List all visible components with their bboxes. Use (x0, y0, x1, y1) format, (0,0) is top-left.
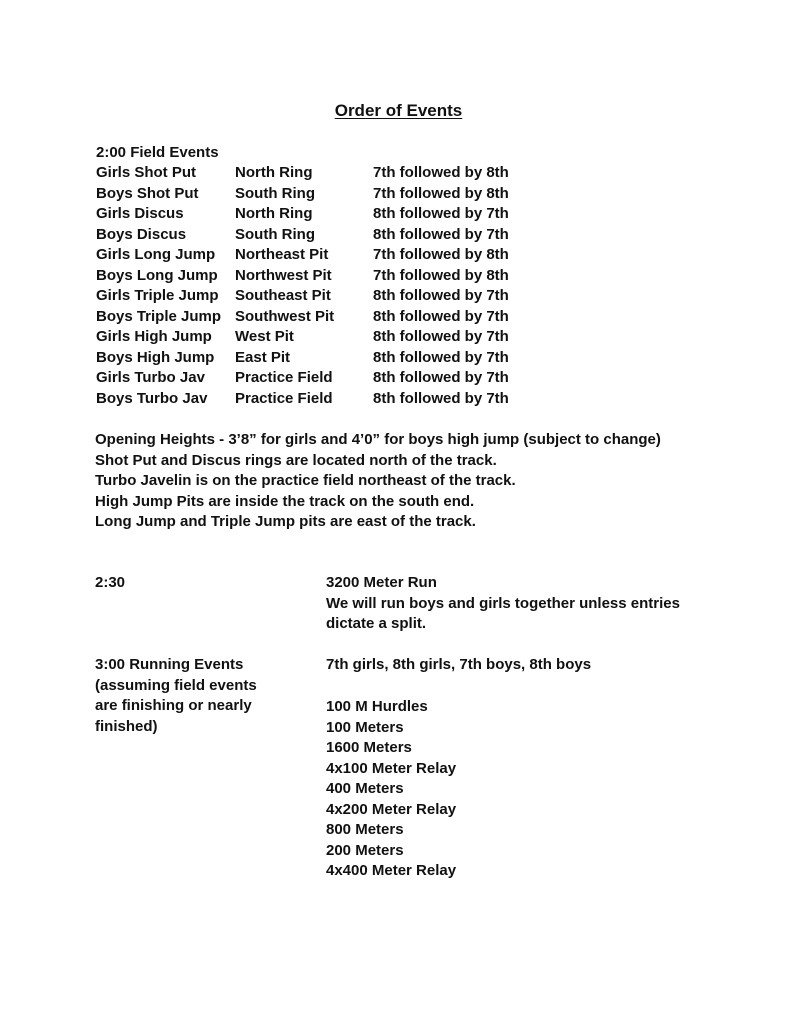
run-3200-line: dictate a split. (326, 615, 427, 632)
field-event-order: 8th followed by 7th (373, 389, 509, 407)
running-header-line: (assuming field events (95, 676, 257, 694)
running-header-line: finished) (95, 717, 158, 735)
running-event-item: 4x400 Meter Relay (326, 862, 457, 879)
field-event-order: 8th followed by 7th (373, 307, 509, 325)
note-line: Turbo Javelin is on the practice field northeast of the track. (95, 472, 516, 489)
field-event-order: 7th followed by 8th (373, 266, 509, 284)
field-event-order: 8th followed by 7th (373, 205, 509, 222)
note-line: Long Jump and Triple Jump pits are east of the track. (95, 513, 476, 530)
running-order: 7th girls, 8th girls, 7th boys, 8th boys (326, 656, 592, 673)
field-event-name: Girls Triple Jump (96, 287, 219, 304)
field-event-location: Northeast Pit (235, 246, 329, 263)
page-title: Order of Events (334, 101, 463, 120)
run-3200-description (326, 573, 680, 635)
field-event-row (96, 286, 533, 307)
field-event-name: Boys Turbo Jav (96, 389, 208, 407)
field-event-location: North Ring (235, 164, 313, 181)
field-event-order: 8th followed by 7th (373, 348, 509, 366)
field-event-location: Northwest Pit (235, 266, 332, 284)
field-event-name: Girls Long Jump (96, 246, 216, 263)
field-event-name: Boys Discus (96, 225, 187, 243)
running-header-line: 3:00 Running Events (95, 656, 244, 673)
note-line: Opening Heights - 3’8” for girls and 4’0” for boys high jump (subject to change) (95, 431, 661, 448)
field-event-name: Boys Triple Jump (96, 307, 222, 325)
field-event-row (96, 163, 533, 184)
field-event-row (96, 204, 533, 225)
field-event-order: 8th followed by 7th (373, 369, 509, 386)
field-event-order: 8th followed by 7th (373, 287, 509, 304)
field-event-row (96, 389, 533, 410)
run-3200-line: We will run boys and girls together unless entries (326, 594, 680, 612)
note-line: Shot Put and Discus rings are located north of the track. (95, 451, 497, 469)
field-event-name: Girls Turbo Jav (96, 369, 205, 386)
running-event-item: 100 M Hurdles (326, 698, 428, 715)
field-events-header: 2:00 Field Events (96, 144, 219, 161)
field-event-order: 7th followed by 8th (373, 164, 509, 181)
running-event-item: 800 Meters (326, 821, 404, 838)
field-event-order: 7th followed by 8th (373, 184, 509, 202)
field-event-location: North Ring (235, 205, 313, 222)
note-line: High Jump Pits are inside the track on the south end. (95, 492, 475, 510)
field-event-order: 8th followed by 7th (373, 225, 509, 243)
field-event-name: Boys Long Jump (96, 266, 218, 284)
running-event-item: 100 Meters (326, 718, 404, 736)
field-event-name: Girls High Jump (96, 328, 212, 345)
field-event-row (96, 225, 533, 246)
field-event-name: Girls Shot Put (96, 164, 197, 181)
field-event-location: Southeast Pit (235, 287, 331, 304)
field-event-row (96, 307, 533, 328)
field-event-row (96, 327, 533, 348)
field-event-location: East Pit (235, 348, 291, 366)
field-event-location: Practice Field (235, 369, 333, 386)
field-event-row (96, 348, 533, 369)
field-event-row (96, 368, 533, 389)
field-event-location: West Pit (235, 328, 294, 345)
field-event-row (96, 266, 533, 287)
field-event-name: Girls Discus (96, 205, 184, 222)
field-event-location: Southwest Pit (235, 307, 335, 325)
running-events-list (326, 697, 456, 882)
field-event-row (96, 245, 533, 266)
running-events-header (95, 655, 257, 737)
running-event-item: 200 Meters (326, 841, 404, 859)
field-notes (95, 430, 661, 533)
field-event-name: Boys Shot Put (96, 184, 199, 202)
field-event-location: South Ring (235, 225, 315, 243)
run-3200-time: 2:30 (95, 574, 126, 591)
running-event-item: 1600 Meters (326, 739, 412, 756)
field-event-row (96, 184, 533, 205)
run-3200-line: 3200 Meter Run (326, 574, 437, 591)
field-event-name: Boys High Jump (96, 348, 215, 366)
field-event-order: 8th followed by 7th (373, 328, 509, 345)
field-event-location: South Ring (235, 184, 315, 202)
running-event-item: 4x200 Meter Relay (326, 800, 457, 818)
running-event-item: 4x100 Meter Relay (326, 759, 457, 777)
field-event-location: Practice Field (235, 389, 333, 407)
running-event-item: 400 Meters (326, 780, 404, 797)
field-events-table (96, 163, 533, 409)
field-event-order: 7th followed by 8th (373, 246, 509, 263)
running-header-line: are finishing or nearly (95, 697, 252, 714)
